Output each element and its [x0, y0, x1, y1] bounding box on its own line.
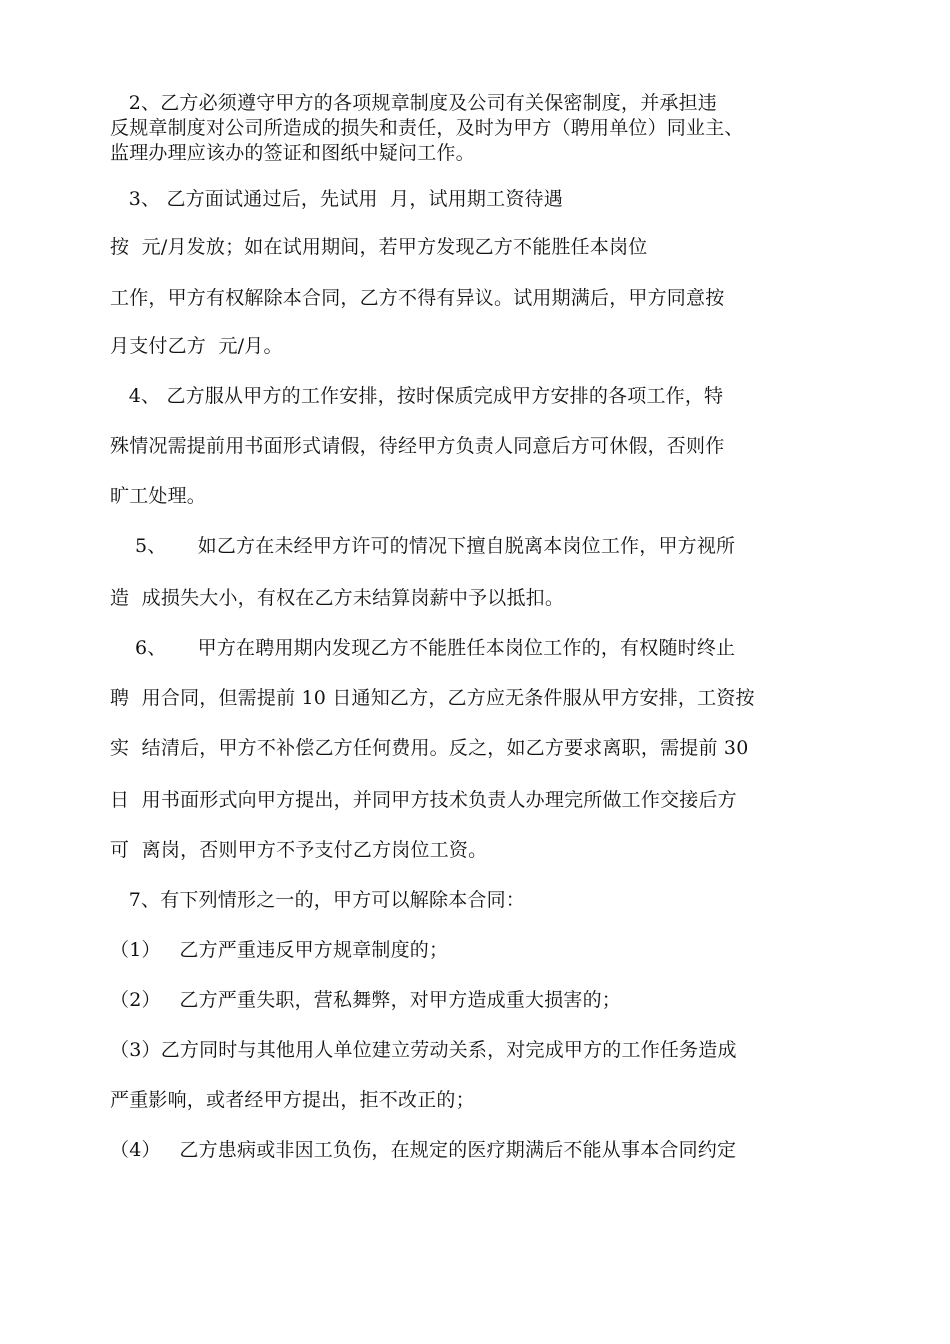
clause-1: （1） 乙方严重违反甲方规章制度的； — [110, 939, 449, 961]
paragraph-2-line-3: 监理办理应该办的签证和图纸中疑问工作。 — [110, 142, 475, 164]
paragraph-3-line-2: 按 元/月发放；如在试用期间，若甲方发现乙方不能胜任本岗位 — [110, 236, 648, 258]
clause-2: （2） 乙方严重失职，营私舞弊，对甲方造成重大损害的； — [110, 989, 622, 1011]
paragraph-6-line-5: 可 离岗，否则甲方不予支付乙方岗位工资。 — [110, 839, 488, 861]
paragraph-6-line-3: 实 结清后，甲方不补偿乙方任何费用。反之，如乙方要求离职，需提前 30 — [110, 737, 749, 759]
clause-3-line-2: 严重影响，或者经甲方提出，拒不改正的； — [110, 1089, 475, 1111]
clause-4-line-1: （4） 乙方患病或非因工负伤，在规定的医疗期满后不能从事本合同约定 — [110, 1139, 737, 1161]
paragraph-7-heading: 7、有下列情形之一的，甲方可以解除本合同： — [110, 889, 526, 911]
paragraph-3-line-1: 3、 乙方面试通过后，先试用 月，试用期工资待遇 — [110, 188, 563, 210]
paragraph-6-line-4: 日 用书面形式向甲方提出，并同甲方技术负责人办理完所做工作交接后方 — [110, 789, 737, 811]
paragraph-5-line-2: 造 成损失大小，有权在乙方未结算岗薪中予以抵扣。 — [110, 587, 565, 609]
paragraph-6-line-2: 聘 用合同，但需提前 10 日通知乙方，乙方应无条件服从甲方安排，工资按 — [110, 687, 755, 709]
clause-3-line-1: （3）乙方同时与其他用人单位建立劳动关系，对完成甲方的工作任务造成 — [110, 1039, 737, 1061]
paragraph-4-line-1: 4、 乙方服从甲方的工作安排，按时保质完成甲方安排的各项工作，特 — [110, 385, 724, 407]
paragraph-4-line-2: 殊情况需提前用书面形式请假，待经甲方负责人同意后方可休假，否则作 — [110, 435, 725, 457]
paragraph-6-line-1: 6、 甲方在聘用期内发现乙方不能胜任本岗位工作的，有权随时终止 — [110, 637, 736, 659]
paragraph-2-line-2: 反规章制度对公司所造成的损失和责任，及时为甲方（聘用单位）同业主、 — [110, 117, 744, 139]
paragraph-4-line-3: 旷工处理。 — [110, 485, 207, 507]
paragraph-3-line-3: 工作，甲方有权解除本合同，乙方不得有异议。试用期满后，甲方同意按 — [110, 287, 725, 309]
paragraph-2-line-1: 2、乙方必须遵守甲方的各项规章制度及公司有关保密制度，并承担违 — [110, 92, 718, 114]
paragraph-5-line-1: 5、 如乙方在未经甲方许可的情况下擅自脱离本岗位工作，甲方视所 — [110, 535, 736, 557]
paragraph-3-line-4: 月支付乙方 元/月。 — [110, 335, 283, 357]
